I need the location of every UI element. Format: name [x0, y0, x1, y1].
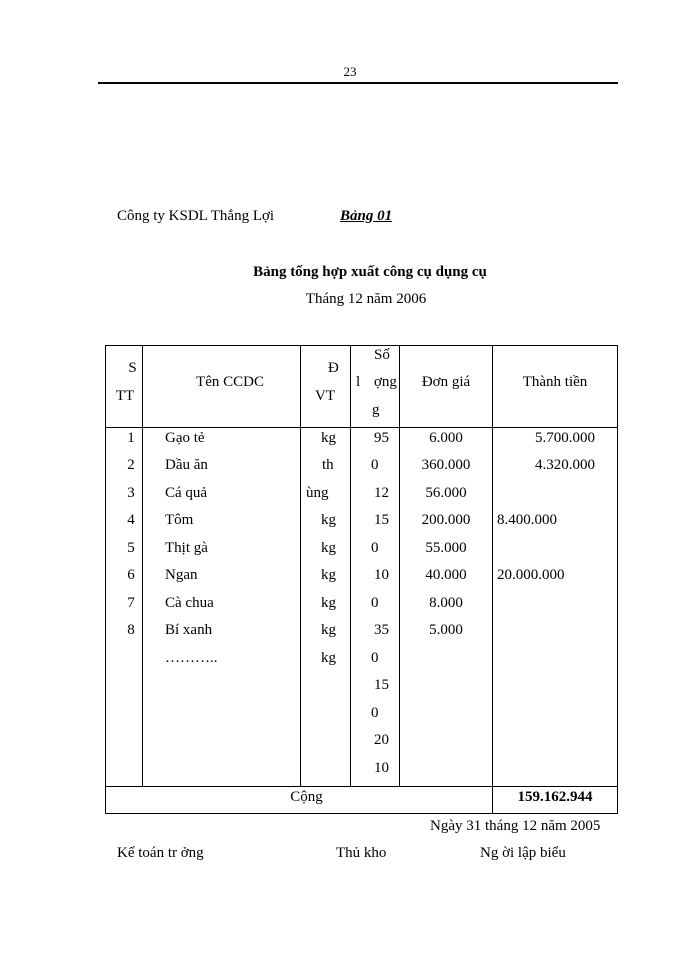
summary-table: [105, 345, 618, 814]
col-divider-4: [399, 345, 400, 786]
signature-storekeeper: Thủ kho: [336, 845, 387, 861]
row-6-stt: 6: [127, 567, 135, 583]
row-3-unit: ùng: [306, 485, 329, 501]
header-stt-1: S: [128, 360, 137, 376]
qty-fragment-11: 0: [371, 705, 379, 721]
qty-fragment-5: 0: [371, 540, 379, 556]
header-unit-2: VT: [315, 388, 335, 404]
header-price: Đơn giá: [421, 374, 471, 390]
qty-fragment-12: 20: [374, 732, 389, 748]
row-7-unit: kg: [321, 595, 336, 611]
row-9-name: ………..: [165, 650, 218, 666]
qty-fragment-7: 0: [371, 595, 379, 611]
header-unit-1: Đ: [328, 360, 339, 376]
row-2-name: Dầu ăn: [165, 457, 208, 473]
document-title: Bảng tổng hợp xuất công cụ dụng cụ: [253, 264, 487, 280]
page-number: 23: [343, 64, 357, 79]
table-border-right: [617, 345, 618, 814]
company-name: Công ty KSDL Thắng Lợi: [117, 208, 275, 224]
col-divider-1: [142, 345, 143, 786]
row-4-stt: 4: [127, 512, 135, 528]
total-label: Cộng: [290, 789, 323, 805]
row-3-price: 56.000: [425, 485, 467, 501]
date-line: Ngày 31 tháng 12 năm 2005: [430, 818, 601, 834]
document-subtitle: Tháng 12 năm 2006: [305, 291, 427, 307]
row-1-name: Gạo tẻ: [165, 430, 205, 446]
qty-fragment-1: 95: [374, 430, 389, 446]
row-6-name: Ngan: [165, 567, 198, 583]
row-3-name: Cá quả: [165, 485, 208, 501]
row-5-unit: kg: [321, 540, 336, 556]
row-8-price: 5.000: [429, 622, 463, 638]
row-4-unit: kg: [321, 512, 336, 528]
header-stt-2: TT: [115, 388, 135, 404]
qty-fragment-10: 15: [374, 677, 389, 693]
header-qty-3: g: [372, 402, 380, 418]
row-4-name: Tôm: [165, 512, 194, 528]
row-5-price: 55.000: [425, 540, 467, 556]
row-8-name: Bí xanh: [165, 622, 213, 638]
qty-fragment-9: 0: [371, 650, 379, 666]
table-label: Bảng 01: [340, 208, 393, 224]
header-amount: Thành tiền: [522, 374, 588, 390]
qty-fragment-8: 35: [374, 622, 389, 638]
row-2-amount: 4.320.000: [535, 457, 595, 473]
header-qty-2b: ợng: [374, 374, 397, 390]
row-8-unit: kg: [321, 622, 336, 638]
row-1-stt: 1: [127, 430, 135, 446]
signature-preparer: Ng ời lập biểu: [480, 845, 566, 861]
row-1-price: 6.000: [429, 430, 463, 446]
header-rule: [98, 82, 618, 84]
row-7-name: Cà chua: [165, 595, 214, 611]
row-6-price: 40.000: [425, 567, 467, 583]
header-separator: [105, 427, 618, 428]
col-divider-3: [350, 345, 351, 786]
row-4-price: 200.000: [421, 512, 471, 528]
row-2-price: 360.000: [421, 457, 471, 473]
signature-accountant: Kế toán tr ởng: [117, 845, 204, 861]
col-divider-5: [492, 345, 493, 814]
row-1-unit: kg: [321, 430, 336, 446]
row-8-stt: 8: [127, 622, 135, 638]
row-7-stt: 7: [127, 595, 135, 611]
total-separator: [105, 786, 618, 787]
qty-fragment-2: 0: [371, 457, 379, 473]
header-qty-2a: l: [356, 374, 361, 390]
row-6-unit: kg: [321, 567, 336, 583]
row-6-amount: 20.000.000: [497, 567, 565, 583]
row-3-stt: 3: [127, 485, 135, 501]
row-9-unit: kg: [321, 650, 336, 666]
row-2-stt: 2: [127, 457, 135, 473]
col-divider-2: [300, 345, 301, 786]
qty-fragment-6: 10: [374, 567, 389, 583]
qty-fragment-13: 10: [374, 760, 389, 776]
row-5-name: Thịt gà: [165, 540, 208, 556]
row-5-stt: 5: [127, 540, 135, 556]
total-value: 159.162.944: [517, 789, 593, 805]
row-4-amount: 8.400.000: [497, 512, 557, 528]
row-1-amount: 5.700.000: [535, 430, 595, 446]
row-2-unit: th: [322, 457, 334, 473]
table-border-top: [105, 345, 618, 346]
qty-fragment-3: 12: [374, 485, 389, 501]
header-name: Tên CCDC: [196, 374, 264, 390]
qty-fragment-4: 15: [374, 512, 389, 528]
row-7-price: 8.000: [429, 595, 463, 611]
header-qty-1: Số: [374, 347, 390, 363]
table-border-bottom: [105, 813, 618, 814]
